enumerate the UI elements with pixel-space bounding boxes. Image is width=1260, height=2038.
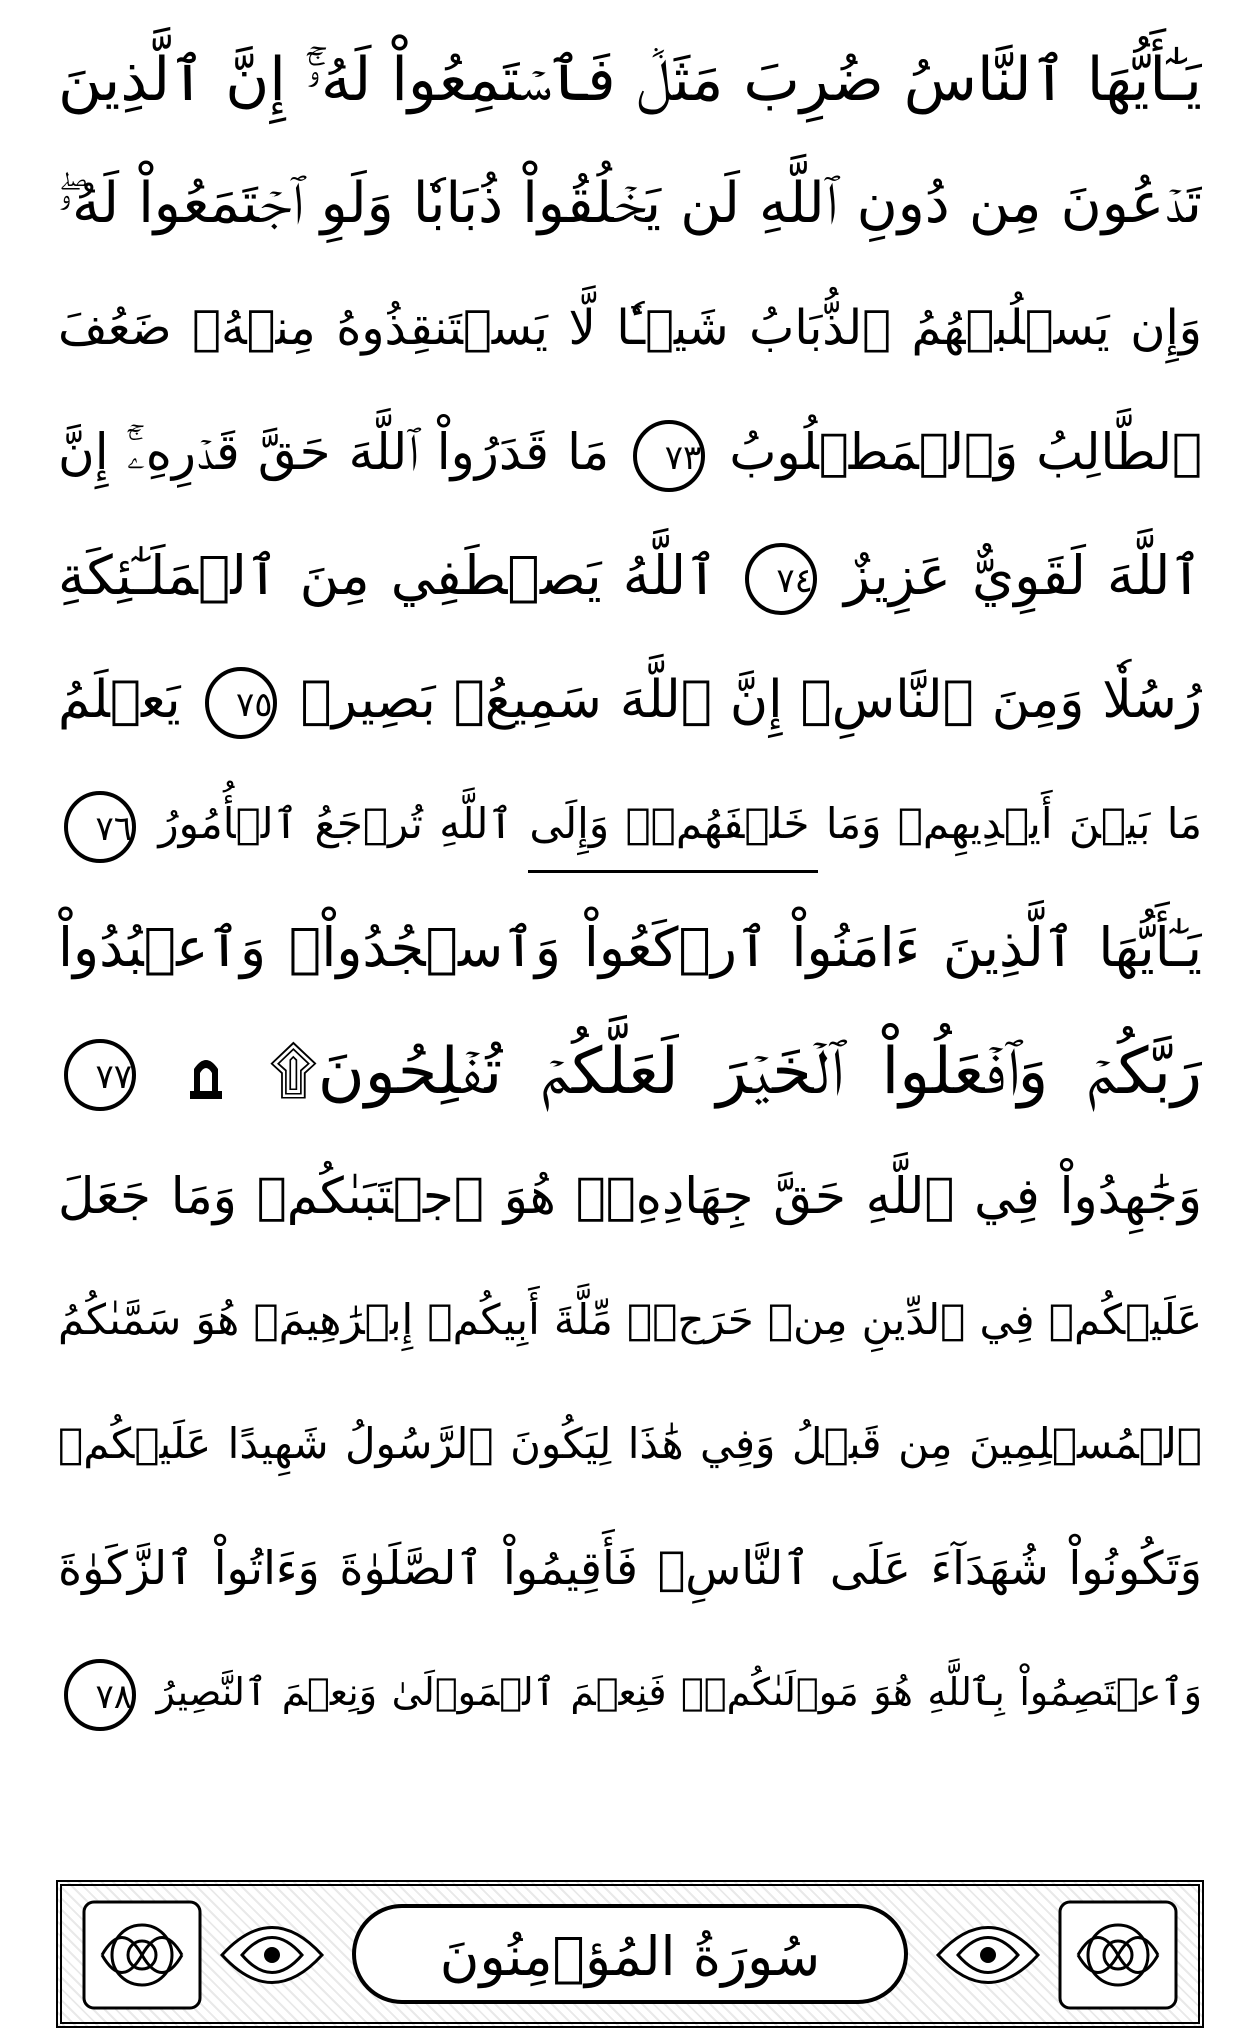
ayah-number-73: ٧٣: [633, 420, 705, 492]
sajda-overline: [528, 870, 818, 873]
text-line: [58, 1506, 1202, 1630]
line-text: يَعۡلَمُ: [58, 670, 181, 730]
text-line: [58, 1134, 1202, 1258]
line-text: يَـٰٓأَيُّهَا ٱلنَّاسُ ضُرِبَ مَثَلٞ فَٱسۡتَمِعُواْ لَهُۥٓۚ إِنَّ ٱلَّذِينَ: [58, 45, 1202, 115]
text-line: [58, 142, 1202, 266]
line-text: ٱللَّهَ لَقَوِيٌّ عَزِيزٌ: [844, 544, 1202, 607]
line-text: تَدۡعُونَ مِن دُونِ ٱللَّهِ لَن يَخۡلُقُواْ ذُبَابٗا وَلَوِ ٱجۡتَمَعُواْ لَهُۥۖ: [58, 171, 1202, 236]
line-text: ٱلطَّالِبُ وَٱلۡمَطۡلُوبُ: [729, 423, 1202, 481]
ayah-number-77: ٧٧: [64, 1039, 136, 1111]
line-text: ٱللَّهُ يَصۡطَفِي مِنَ ٱلۡمَلَـٰٓئِكَةِ: [58, 544, 718, 607]
text-line: [58, 1258, 1202, 1382]
sajda-mark-icon: [186, 1047, 226, 1103]
line-text: وَٱعۡتَصِمُواْ بِٱللَّهِ هُوَ مَوۡلَىٰكُمۡۖ فَنِعۡمَ ٱلۡمَوۡلَىٰ وَنِعۡمَ ٱلنَّصِيرُ: [156, 1670, 1202, 1714]
line-text: عَلَيۡكُمۡ فِي ٱلدِّينِ مِنۡ حَرَجٖۚ مِّلَّةَ أَبِيكُمۡ إِبۡرَٰهِيمَۚ هُوَ سَمَّىٰكُمُ: [58, 1295, 1202, 1344]
line-text: وَإِن يَسۡلُبۡهُمُ ٱلذُّبَابُ شَيۡـٔٗا لَّا يَسۡتَنقِذُوهُ مِنۡهُۚ ضَعُفَ: [58, 300, 1202, 356]
ayah-number-78: ٧٨: [64, 1659, 136, 1731]
text-line: [58, 514, 1202, 638]
text-line: [58, 1630, 1202, 1754]
text-line: [58, 266, 1202, 390]
ayah-number-75: ٧٥: [205, 667, 277, 739]
line-text: مَا بَيۡنَ أَيۡدِيهِمۡ وَمَا خَلۡفَهُمۡۗ وَإِلَى ٱللَّهِ تُرۡجَعُ ٱلۡأُمُورُ: [158, 799, 1202, 848]
text-line: [58, 390, 1202, 514]
ayah-number-76: ٧٦: [64, 791, 136, 863]
line-text: مَا قَدَرُواْ ٱللَّهَ حَقَّ قَدۡرِهِۦٓۚ إِنَّ: [58, 423, 610, 481]
verse-lines: [58, 18, 1202, 1878]
text-line: [58, 18, 1202, 142]
arabesque-ornament-icon: [928, 1900, 1048, 2010]
line-text: وَتَكُونُواْ شُهَدَآءَ عَلَى ٱلنَّاسِۚ فَأَقِيمُواْ ٱلصَّلَوٰةَ وَءَاتُواْ ٱلزَّكَوٰةَ: [58, 1541, 1202, 1595]
surah-banner: [56, 1880, 1204, 2028]
text-line: [58, 762, 1202, 886]
line-text: ٱلۡمُسۡلِمِينَ مِن قَبۡلُ وَفِي هَٰذَا لِيَكُونَ ٱلرَّسُولُ شَهِيدًا عَلَيۡكُمۡ: [58, 1419, 1202, 1468]
surah-title: سُورَةُ المُؤۡمِنُونَ: [439, 1925, 821, 1988]
arabesque-ornament-icon: [212, 1900, 332, 2010]
line-text: وَجَٰهِدُواْ فِي ٱللَّهِ حَقَّ جِهَادِهِۦۚ هُوَ ٱجۡتَبَىٰكُمۡ وَمَا جَعَلَ: [58, 1167, 1202, 1225]
ayah-number-74: ٧٤: [745, 543, 817, 615]
arabesque-ornament-icon: [1058, 1900, 1178, 2010]
line-text: رَبَّكُمۡ وَٱفۡعَلُواْ ٱلۡخَيۡرَ لَعَلَّكُمۡ تُفۡلِحُونَ۩: [269, 1035, 1202, 1109]
line-text: يَـٰٓأَيُّهَا ٱلَّذِينَ ءَامَنُواْ ٱرۡكَعُواْ وَٱسۡجُدُواْۤ وَٱعۡبُدُواْ: [58, 916, 1202, 979]
text-line: [58, 886, 1202, 1010]
text-line: [58, 1010, 1202, 1134]
text-line: [58, 638, 1202, 762]
arabesque-ornament-icon: [82, 1900, 202, 2010]
line-text: رُسُلٗا وَمِنَ ٱلنَّاسِۚ إِنَّ ٱللَّهَ سَمِيعُۢ بَصِيرٞ: [300, 670, 1202, 730]
text-line: [58, 1382, 1202, 1506]
surah-title-cartouche: [352, 1904, 908, 2004]
